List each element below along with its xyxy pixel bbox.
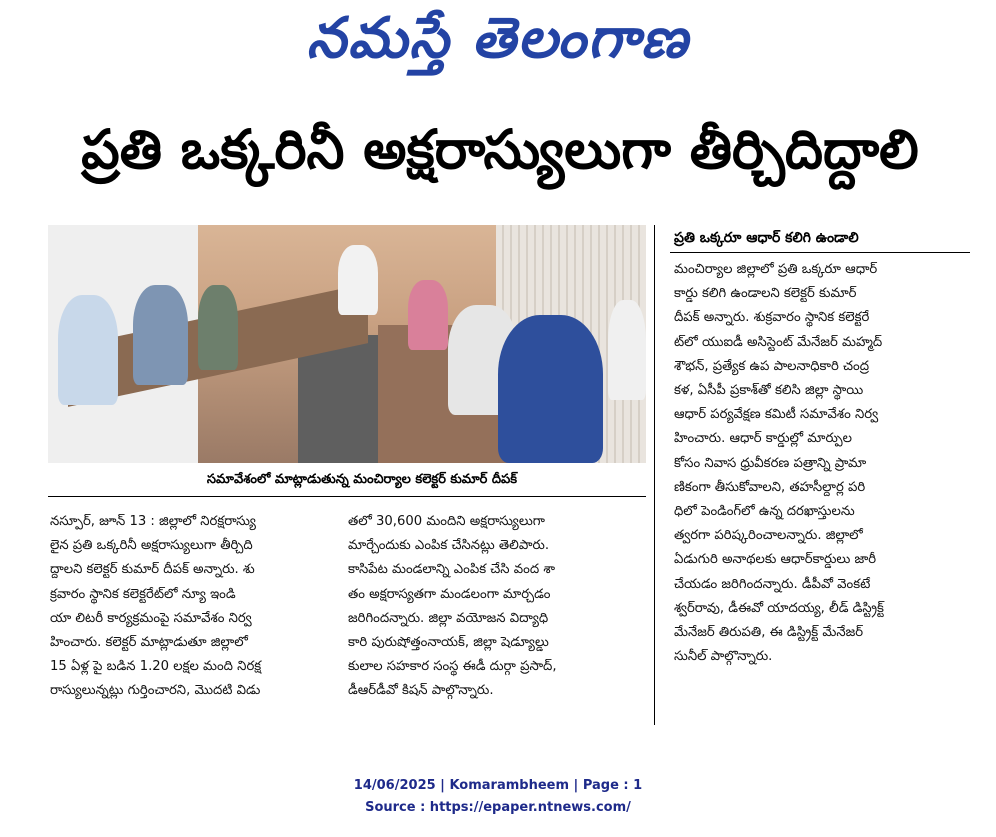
text-line: దీపక్ అన్నారు. శుక్రవారం స్థానిక కలెక్టరే — [674, 310, 870, 326]
text-line: ణికంగా తీసుకోవాలని, తహసీల్దార్ల పరి — [674, 479, 866, 495]
sidebar-title-rule — [670, 252, 970, 253]
text-line: ట్‌లో యుఐడీ అసిస్టెంట్ మేనేజర్ మహ్మద్ — [674, 334, 883, 350]
text-line: కారి పురుషోత్తంనాయక్, జిల్లా షెడ్యూల్డు — [348, 635, 549, 651]
photo-person — [133, 285, 188, 385]
text-line: రాస్యులున్నట్లు గుర్తించారని, మొదటి విడు — [50, 683, 261, 699]
text-line: యా లిటరీ కార్యక్రమంపై సమావేశం నిర్వ — [50, 610, 252, 626]
headline: ప్రతి ఒక్కరినీ అక్షరాస్యులుగా తీర్చిదిద్దాలి — [81, 118, 919, 181]
text-line: మార్చేందుకు ఎంపిక చేసినట్లు తెలిపారు. — [348, 538, 550, 554]
footer-source: Source : https://epaper.ntnews.com/ — [365, 800, 631, 815]
photo-caption: సమావేశంలో మాట్లాడుతున్న మంచిర్యాల కలెక్టర్ కుమార్ దీపక్ — [206, 472, 518, 487]
text-line: ఏడుగురి అనాథలకు ఆధార్‌కార్డులు జారీ — [674, 552, 877, 568]
text-line: నస్పూర్, జూన్ 13 : జిల్లాలో నిరక్షరాస్యు — [50, 514, 256, 529]
photo-person — [338, 245, 378, 315]
sidebar-title: ప్రతి ఒక్కరూ ఆధార్ కలిగి ఉండాలి — [674, 230, 859, 246]
text-line: 15 ఏళ్ల పై బడిన 1.20 లక్షల మంది నిరక్ష — [50, 659, 262, 675]
photo-person — [608, 300, 646, 400]
text-line: శ్వర్‌రావు, డీఈవో యాదయ్య, లీడ్ డిస్ట్రిక్ట్ — [674, 600, 884, 616]
column-divider — [654, 225, 655, 725]
photo-person — [58, 295, 118, 405]
text-line: డీఆర్‌డీవో కిషన్ పాల్గొన్నారు. — [348, 683, 494, 699]
text-line: కార్డు కలిగి ఉండాలని కలెక్టర్ కుమార్ — [674, 286, 857, 302]
sidebar-article-body — [674, 258, 964, 669]
text-line: మేనేజర్ తిరుపతి, ఈ డిస్ట్రిక్ట్ మేనేజర్ — [674, 625, 864, 641]
main-article-col1 — [50, 510, 340, 704]
text-line: జరిగిందన్నారు. జిల్లా వయోజన విద్యాధి — [348, 610, 549, 626]
text-line: కళ, ఏసీపీ ప్రకాశ్‌తో కలిసి జిల్లా స్థాయి — [674, 383, 864, 399]
text-line: కోసం నివాస ధ్రువీకరణ పత్రాన్ని ప్రామా — [674, 455, 867, 471]
news-photo — [48, 225, 646, 463]
text-line: ద్దాలని కలెక్టర్ కుమార్ దీపక్ అన్నారు. శు — [50, 562, 255, 578]
text-line: కులాల సహకార సంస్థ ఈడీ దుర్గా ప్రసాద్, — [348, 659, 557, 675]
text-line: లైన ప్రతి ఒక్కరినీ అక్షరాస్యులుగా తీర్చిది — [50, 538, 253, 554]
caption-rule — [48, 496, 646, 497]
text-line: తలో 30,600 మందిని అక్షరాస్యులుగా — [348, 514, 545, 529]
text-line: కాసిపేట మండలాన్ని ఎంపిక చేసి వంద శా — [348, 562, 555, 578]
text-line: తం అక్షరాస్యతగా మండలంగా మార్చడం — [348, 586, 551, 602]
text-line: క్రవారం స్థానిక కలెక్టరేట్‌లో న్యూ ఇండి — [50, 586, 236, 602]
text-line: మంచిర్యాల జిల్లాలో ప్రతి ఒక్కరూ ఆధార్ — [674, 262, 878, 277]
photo-person — [408, 280, 448, 350]
text-line: సునీల్ పాల్గొన్నారు. — [674, 649, 773, 665]
main-article-col2 — [348, 510, 644, 704]
footer-date-edition: 14/06/2025 | Komarambheem | Page : 1 — [353, 778, 643, 793]
masthead-logo: నమస్తే తెలంగాణ — [306, 6, 690, 71]
text-line: శౌభన్, ప్రత్యేక ఉప పాలనాధికారి చంద్ర — [674, 358, 870, 374]
text-line: త్వరగా పరిష్కరించాలన్నారు. జిల్లాలో — [674, 528, 863, 544]
photo-person — [498, 315, 603, 463]
text-line: ఆధార్ పర్యవేక్షణ కమిటీ సమావేశం నిర్వ — [674, 407, 879, 423]
text-line: హించారు. కలెక్టర్ మాట్లాడుతూ జిల్లాలో — [50, 635, 248, 651]
text-line: హించారు. ఆధార్ కార్డుల్లో మార్పుల — [674, 431, 852, 447]
photo-person — [198, 285, 238, 370]
text-line: ధిలో పెండింగ్‌లో ఉన్న దరఖాస్తులను — [674, 504, 855, 520]
text-line: చేయడం జరిగిందన్నారు. డీపీవో వెంకటే — [674, 576, 871, 592]
